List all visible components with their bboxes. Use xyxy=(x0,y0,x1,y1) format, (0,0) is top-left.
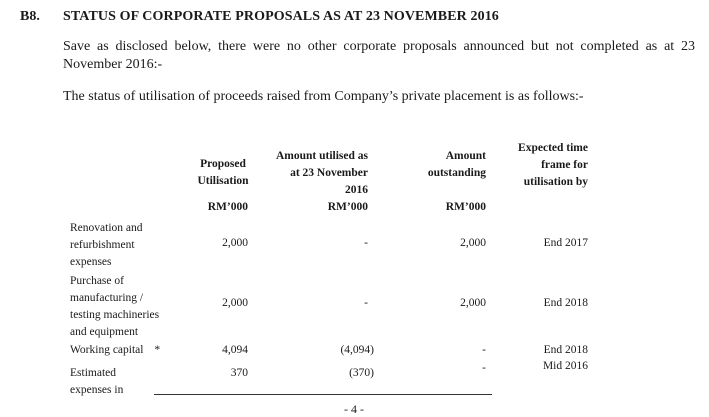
header-line: Amount utilised as xyxy=(275,150,368,162)
cell-timeframe: End 2018 xyxy=(543,344,588,356)
label-line: manufacturing / xyxy=(70,292,144,304)
cell-proposed: 2,000 xyxy=(222,297,248,309)
label-line: Renovation and xyxy=(70,222,143,234)
intro-paragraph: Save as disclosed below, there were no other corporate proposals announced but not completed as at 23 November 2016:- xyxy=(63,39,695,72)
header-line: Amount xyxy=(445,150,486,162)
header-proposed-utilisation xyxy=(197,156,249,190)
header-amount-utilised xyxy=(272,148,368,199)
cell-outstanding: - xyxy=(482,344,486,356)
page-number: - 4 - xyxy=(344,402,364,416)
label-line: expenses xyxy=(70,256,112,268)
cell-proposed: 370 xyxy=(230,367,248,379)
cell-timeframe: End 2018 xyxy=(543,297,588,309)
header-line: Proposed xyxy=(200,158,246,170)
cell-utilised: - xyxy=(364,297,368,309)
row-label-purchase-machinery xyxy=(70,273,159,341)
unit-proposed: RM’000 xyxy=(207,201,248,213)
header-line: frame for xyxy=(541,159,588,171)
label-line: Purchase of xyxy=(70,275,124,287)
header-line: Expected time xyxy=(518,142,588,154)
unit-outstanding: RM’000 xyxy=(445,201,486,213)
section-title: STATUS OF CORPORATE PROPOSALS AS AT 23 NOVEMBER 2016 xyxy=(63,9,499,24)
cell-proposed: 4,094 xyxy=(222,344,248,356)
cell-utilised: (370) xyxy=(349,367,374,379)
header-line: at 23 November xyxy=(290,167,368,179)
header-expected-timeframe xyxy=(508,140,588,191)
unit-utilised: RM’000 xyxy=(327,201,368,213)
row-label-renovation xyxy=(70,220,143,271)
header-line: utilisation by xyxy=(523,176,588,188)
label-line: and equipment xyxy=(70,326,139,338)
header-line: 2016 xyxy=(345,184,368,196)
label-line: refurbishment xyxy=(70,239,135,251)
cell-timeframe: Mid 2016 xyxy=(542,360,588,372)
label-line: expenses in xyxy=(70,384,124,396)
label-line: testing machineries xyxy=(70,309,160,321)
header-line: outstanding xyxy=(427,167,486,179)
label-line: Estimated xyxy=(70,367,116,379)
cell-outstanding: 2,000 xyxy=(460,237,486,249)
footnote-marker: * xyxy=(154,344,161,356)
section-number: B8. xyxy=(20,9,40,24)
cell-outstanding: 2,000 xyxy=(460,297,486,309)
footer-divider xyxy=(154,394,492,395)
row-label-estimated-expenses xyxy=(70,365,123,399)
header-amount-outstanding xyxy=(424,148,486,182)
label-line: Working capital xyxy=(70,344,144,356)
cell-timeframe: End 2017 xyxy=(543,237,588,249)
cell-outstanding: - xyxy=(482,362,486,374)
cell-proposed: 2,000 xyxy=(222,237,248,249)
row-label-working-capital xyxy=(70,342,160,359)
cell-utilised: - xyxy=(364,237,368,249)
cell-utilised: (4,094) xyxy=(340,344,374,356)
status-paragraph: The status of utilisation of proceeds raised from Company’s private placement is as follows:- xyxy=(63,89,584,104)
header-line: Utilisation xyxy=(197,175,249,187)
